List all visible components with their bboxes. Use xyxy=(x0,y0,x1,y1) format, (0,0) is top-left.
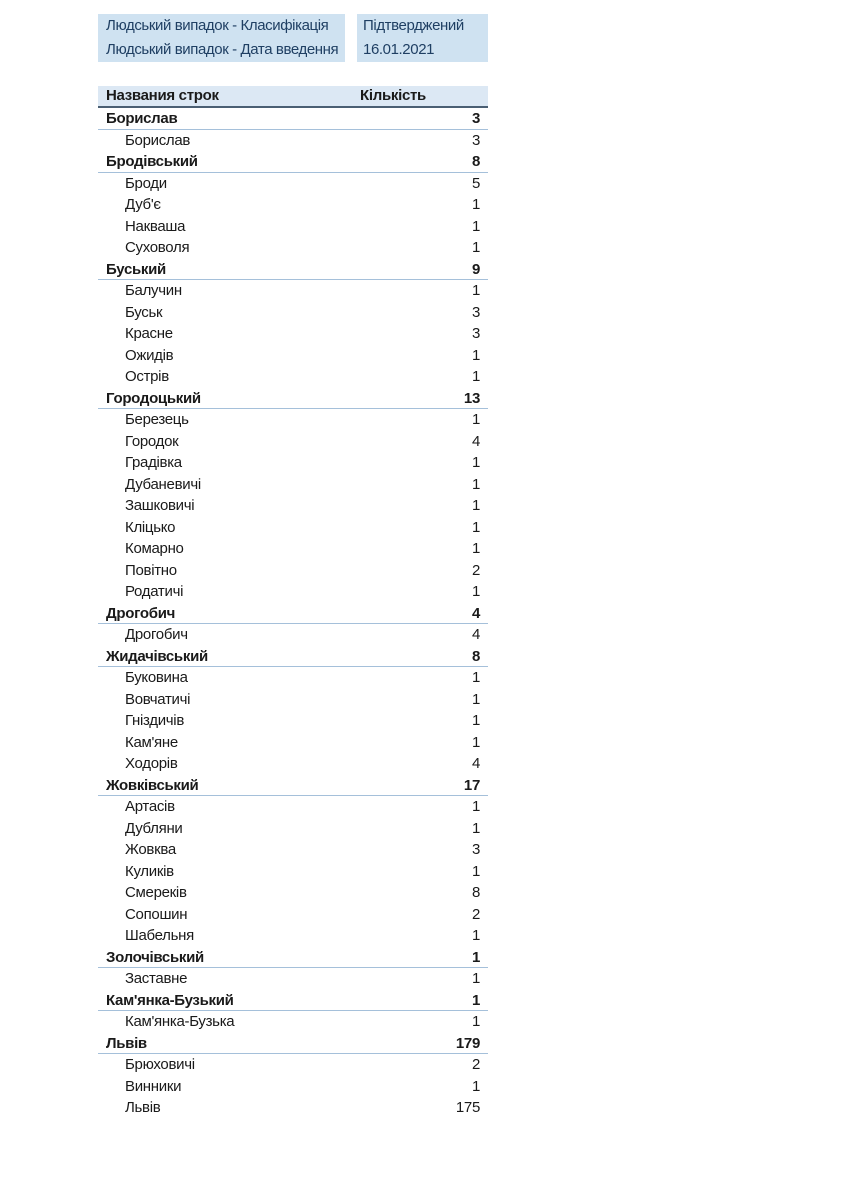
settlement-name: Березець xyxy=(125,411,189,428)
settlement-count: 3 xyxy=(471,303,480,321)
settlement-row xyxy=(98,689,488,711)
settlement-row xyxy=(98,796,488,818)
group-total: 8 xyxy=(471,153,480,170)
settlement-name: Дрогобич xyxy=(125,626,188,643)
settlement-name: Борислав xyxy=(125,131,191,149)
settlement-count: 1 xyxy=(471,475,480,493)
group-total: 8 xyxy=(471,647,480,665)
settlement-row xyxy=(98,431,488,453)
settlement-name: Суховоля xyxy=(125,239,190,256)
settlement-row xyxy=(98,280,488,302)
settlement-row xyxy=(98,732,488,754)
settlement-count: 1 xyxy=(471,1077,480,1095)
group-name: Жовківський xyxy=(106,776,199,794)
settlement-name: Смереків xyxy=(125,884,187,901)
settlement-count: 3 xyxy=(471,841,480,858)
settlement-count: 3 xyxy=(471,131,480,149)
settlement-count: 1 xyxy=(471,712,480,729)
group-name: Борислав xyxy=(106,110,178,127)
pivot-table xyxy=(98,86,488,1119)
count-header: Кількість xyxy=(360,87,426,104)
group-total: 1 xyxy=(471,948,480,966)
settlement-name: Львів xyxy=(125,1099,161,1116)
settlement-count: 1 xyxy=(471,798,480,815)
settlement-row xyxy=(98,882,488,904)
settlement-row xyxy=(98,1011,488,1033)
settlement-count: 1 xyxy=(471,690,480,708)
settlement-row xyxy=(98,409,488,431)
row-labels-header: Названия строк xyxy=(106,87,219,104)
settlement-count: 1 xyxy=(471,819,480,837)
settlement-name: Дуб'є xyxy=(125,196,161,213)
settlement-row xyxy=(98,667,488,689)
settlement-name: Вовчатичі xyxy=(125,690,191,708)
settlement-count: 1 xyxy=(471,497,480,514)
settlement-name: Брюховичі xyxy=(125,1056,195,1073)
settlement-row xyxy=(98,624,488,646)
group-row xyxy=(98,108,488,130)
settlement-name: Шабельня xyxy=(125,927,194,944)
settlement-row xyxy=(98,753,488,775)
settlement-row xyxy=(98,517,488,539)
settlement-row xyxy=(98,560,488,582)
settlement-count: 1 xyxy=(471,862,480,880)
settlement-row xyxy=(98,323,488,345)
group-row xyxy=(98,990,488,1012)
group-name: Золочівський xyxy=(106,948,204,966)
group-name: Городоцький xyxy=(106,389,201,407)
settlement-name: Заставне xyxy=(125,970,188,987)
settlement-name: Зашковичі xyxy=(125,497,195,514)
settlement-row xyxy=(98,1076,488,1098)
group-row xyxy=(98,603,488,625)
pivot-table-body xyxy=(98,108,488,1119)
settlement-count: 1 xyxy=(471,196,480,213)
filter-field-label: Людський випадок - Класифікація xyxy=(98,14,345,38)
group-total: 3 xyxy=(471,110,480,127)
group-name: Буський xyxy=(106,260,166,278)
settlement-name: Винники xyxy=(125,1077,182,1095)
filter-row-classification xyxy=(98,14,488,38)
settlement-row xyxy=(98,1097,488,1119)
settlement-name: Буськ xyxy=(125,303,163,321)
pivot-report xyxy=(98,14,488,1119)
settlement-count: 2 xyxy=(471,1056,480,1073)
settlement-row xyxy=(98,366,488,388)
settlement-count: 1 xyxy=(471,540,480,557)
settlement-name: Куликів xyxy=(125,862,174,880)
pivot-table-header xyxy=(98,86,488,108)
settlement-name: Дубаневичі xyxy=(125,475,201,493)
settlement-row xyxy=(98,581,488,603)
settlement-name: Острів xyxy=(125,368,169,385)
settlement-count: 175 xyxy=(455,1099,480,1116)
settlement-row xyxy=(98,968,488,990)
settlement-row xyxy=(98,1054,488,1076)
settlement-name: Родатичі xyxy=(125,583,184,600)
settlement-count: 2 xyxy=(471,561,480,579)
group-row xyxy=(98,1033,488,1055)
settlement-row xyxy=(98,839,488,861)
settlement-count: 4 xyxy=(471,626,480,643)
settlement-row xyxy=(98,925,488,947)
settlement-name: Ожидів xyxy=(125,346,174,364)
group-total: 4 xyxy=(471,604,480,622)
filter-row-entry-date xyxy=(98,38,488,62)
settlement-count: 1 xyxy=(471,411,480,428)
block-spacer xyxy=(98,62,488,86)
settlement-name: Гніздичів xyxy=(125,712,184,729)
settlement-row xyxy=(98,538,488,560)
group-total: 9 xyxy=(471,260,480,278)
filter-selected-value[interactable]: 16.01.2021 xyxy=(357,38,488,62)
settlement-name: Красне xyxy=(125,325,173,342)
filter-cell-gap xyxy=(345,14,357,38)
settlement-row xyxy=(98,130,488,152)
group-row xyxy=(98,259,488,281)
settlement-count: 1 xyxy=(471,583,480,600)
settlement-count: 1 xyxy=(471,346,480,364)
settlement-count: 1 xyxy=(471,454,480,471)
filter-selected-value[interactable]: Підтверджений xyxy=(357,14,488,38)
settlement-row xyxy=(98,345,488,367)
settlement-count: 1 xyxy=(471,1013,480,1030)
settlement-name: Комарно xyxy=(125,540,184,557)
group-row xyxy=(98,151,488,173)
settlement-name: Градівка xyxy=(125,454,182,471)
settlement-name: Ходорів xyxy=(125,755,178,772)
group-name: Кам'янка-Бузький xyxy=(106,991,234,1009)
settlement-name: Городок xyxy=(125,432,179,450)
settlement-name: Кам'янка-Бузька xyxy=(125,1013,235,1030)
group-name: Жидачівський xyxy=(106,647,208,665)
filter-cell-gap xyxy=(345,38,357,62)
settlement-count: 5 xyxy=(471,174,480,192)
settlement-name: Повітно xyxy=(125,561,177,579)
settlement-name: Кліцько xyxy=(125,518,176,536)
settlement-name: Броди xyxy=(125,174,167,192)
settlement-name: Сопошин xyxy=(125,905,188,923)
settlement-row xyxy=(98,861,488,883)
group-row xyxy=(98,775,488,797)
settlement-row xyxy=(98,710,488,732)
settlement-count: 4 xyxy=(471,755,480,772)
settlement-name: Накваша xyxy=(125,217,186,235)
pivot-filter-area xyxy=(98,14,488,62)
group-name: Бродівський xyxy=(106,153,198,170)
settlement-row xyxy=(98,818,488,840)
group-total: 179 xyxy=(455,1034,480,1052)
filter-field-label: Людський випадок - Дата введення xyxy=(98,38,345,62)
settlement-count: 2 xyxy=(471,905,480,923)
group-row xyxy=(98,646,488,668)
settlement-count: 1 xyxy=(471,368,480,385)
settlement-count: 3 xyxy=(471,325,480,342)
settlement-row xyxy=(98,194,488,216)
settlement-name: Дубляни xyxy=(125,819,183,837)
settlement-row xyxy=(98,474,488,496)
settlement-count: 1 xyxy=(471,518,480,536)
settlement-row xyxy=(98,216,488,238)
settlement-count: 1 xyxy=(471,927,480,944)
group-total: 13 xyxy=(463,389,480,407)
settlement-name: Кам'яне xyxy=(125,733,178,751)
settlement-name: Балучин xyxy=(125,282,182,299)
settlement-count: 1 xyxy=(471,239,480,256)
group-total: 17 xyxy=(463,776,480,794)
settlement-row xyxy=(98,495,488,517)
settlement-name: Артасів xyxy=(125,798,175,815)
settlement-count: 4 xyxy=(471,432,480,450)
settlement-row xyxy=(98,237,488,259)
settlement-row xyxy=(98,452,488,474)
settlement-row xyxy=(98,173,488,195)
settlement-count: 1 xyxy=(471,282,480,299)
settlement-count: 1 xyxy=(471,970,480,987)
settlement-count: 1 xyxy=(471,217,480,235)
group-name: Львів xyxy=(106,1034,147,1052)
group-name: Дрогобич xyxy=(106,604,176,622)
settlement-count: 8 xyxy=(471,884,480,901)
group-total: 1 xyxy=(471,991,480,1009)
settlement-row xyxy=(98,904,488,926)
settlement-row xyxy=(98,302,488,324)
settlement-name: Буковина xyxy=(125,669,188,686)
settlement-count: 1 xyxy=(471,669,480,686)
settlement-count: 1 xyxy=(471,733,480,751)
group-row xyxy=(98,388,488,410)
settlement-name: Жовква xyxy=(125,841,176,858)
group-row xyxy=(98,947,488,969)
